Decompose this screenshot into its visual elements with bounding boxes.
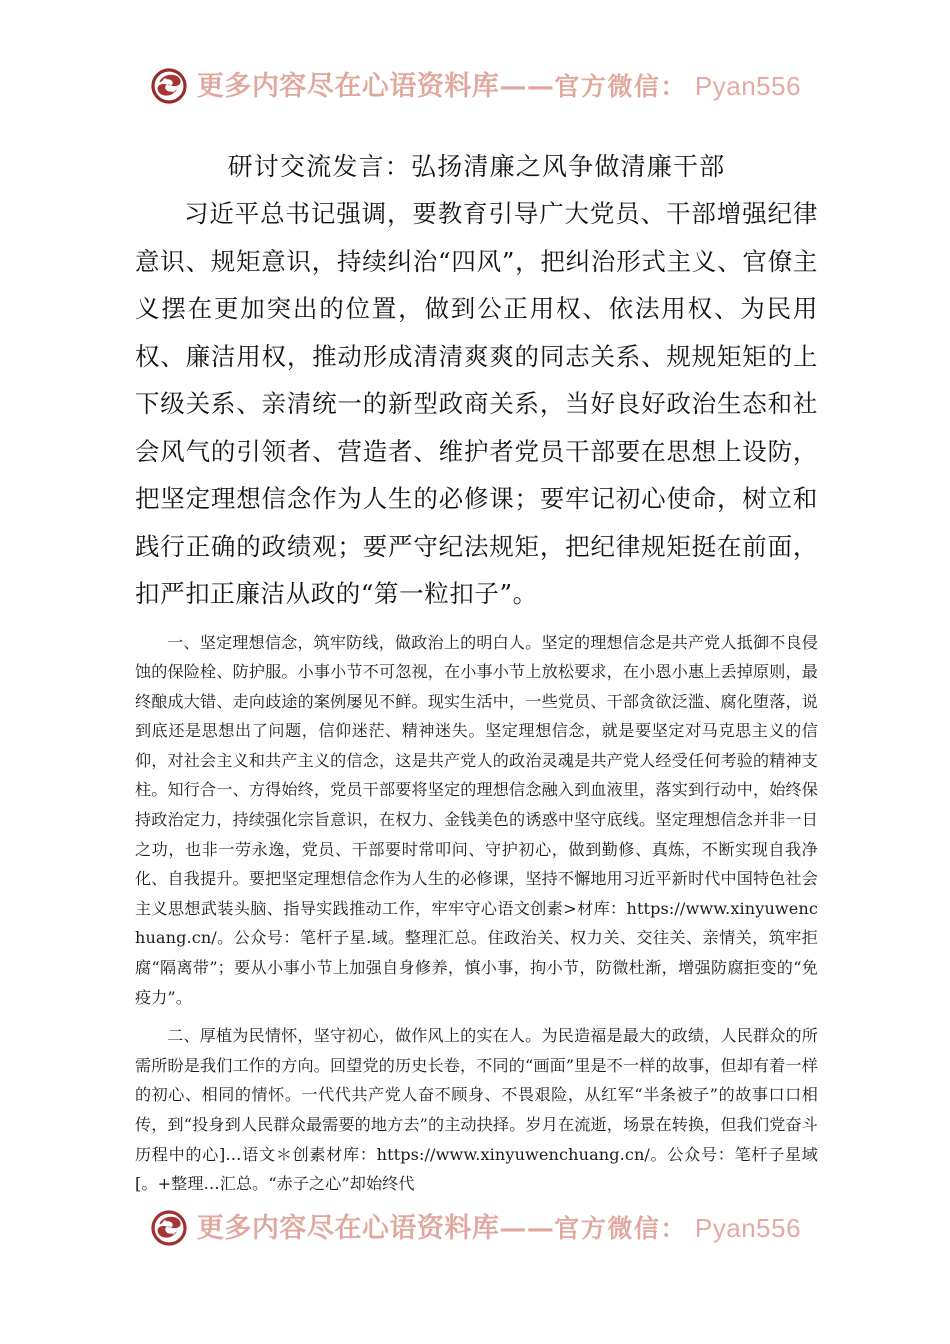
watermark-text-bottom: 更多内容尽在心语资料库——官方微信：: [196, 1212, 687, 1244]
watermark-banner-bottom: [0, 1208, 950, 1248]
watermark-separator: ——: [499, 1212, 555, 1244]
document-body: [135, 190, 818, 1199]
circular-swirl-logo-icon: [149, 1208, 189, 1248]
watermark-text-top: 更多内容尽在心语资料库——官方微信：: [196, 70, 687, 102]
watermark-banner-top: [0, 66, 950, 106]
lead-paragraph: 习近平总书记强调，要教育引导广大党员、干部增强纪律意识、规矩意识，持续纠治“四风”，把纠治形式主义、官僚主义摆在更加突出的位置，做到公正用权、依法用权、为民用权、廉洁用权，推动形成清清爽爽的同志关系、规规矩矩的上下级关系、亲清统一的新型政商关系，当好良好政治生态和社会风气的引领者、营造者、维护者党员干部要在思想上设防，把坚定理想信念作为人生的必修课；要牢记初心使命，树立和践行正确的政绩观；要严守纪法规矩，把纪律规矩挺在前面，扣严扣正廉洁从政的“第一粒扣子”。: [135, 199, 818, 608]
watermark-channel-id-bottom: Pyan556: [694, 1213, 802, 1243]
section-paragraph-2: 二、厚植为民情怀，坚守初心，做作风上的实在人。为民造福是最大的政绩，人民群众的所需所盼是我们工作的方向。回望党的历史长卷，不同的“画面”里是不一样的故事，但却有着一样的初心、相同的情怀。一代代共产党人奋不顾身、不畏艰险，从红军“半条被子”的故事口口相传，到“投身到人民群众最需要的地方去”的主动抉择。岁月在流逝，场景在转换，但我们党奋斗历程中的心]…语文＊创素材库：https://www.xinyuwenchuang.cn/。公众号：笔杆子星域[。+整理…汇总。“赤子之心”却始终代: [135, 1026, 818, 1194]
document-title: 研讨交流发言：弘扬清廉之风争做清廉干部: [227, 151, 726, 181]
watermark-separator: ——: [499, 70, 555, 102]
section-paragraph-1: 一、坚定理想信念，筑牢防线，做政治上的明白人。坚定的理想信念是共产党人抵御不良侵蚀的保险栓、防护服。小事小节不可忽视，在小事小节上放松要求，在小恩小惠上丢掉原则，最终酿成大错、走向歧途的案例屡见不鲜。现实生活中，一些党员、干部贪欲泛滥、腐化堕落，说到底还是思想出了问题，信仰迷茫、精神迷失。坚定理想信念，就是要坚定对马克思主义的信仰，对社会主义和共产主义的信念，这是共产党人的政治灵魂是共产党人经受任何考验的精神支柱。知行合一、方得始终，党员干部要将坚定的理想信念融入到血液里，落实到行动中，始终保持政治定力，持续强化宗旨意识，在权力、金钱美色的诱惑中坚守底线。坚定理想信念并非一日之功，也非一劳永逸，党员、干部要时常叩问、守护初心，做到勤修、真炼，不断实现自我净化、自我提升。要把坚定理想信念作为人生的必修课，坚持不懈地用习近平新时代中国特色社会主义思想武装头脑、指导实践推动工作，牢牢守心语文创素>材库：https://www.xinyuwenchuang.cn/。公众号：笔杆子星.域。整理汇总。住政治关、权力关、交往关、亲情关，筑牢拒腐“隔离带”；要从小事小节上加强自身修养，慎小事，拘小节，防微杜渐，增强防腐拒变的“免疫力”。: [135, 632, 818, 1007]
watermark-channel-id-top: Pyan556: [694, 71, 802, 101]
watermark-channel-label: 官方微信：: [554, 1213, 687, 1243]
circular-swirl-logo-icon: [149, 66, 189, 106]
watermark-channel-label: 官方微信：: [554, 71, 687, 101]
